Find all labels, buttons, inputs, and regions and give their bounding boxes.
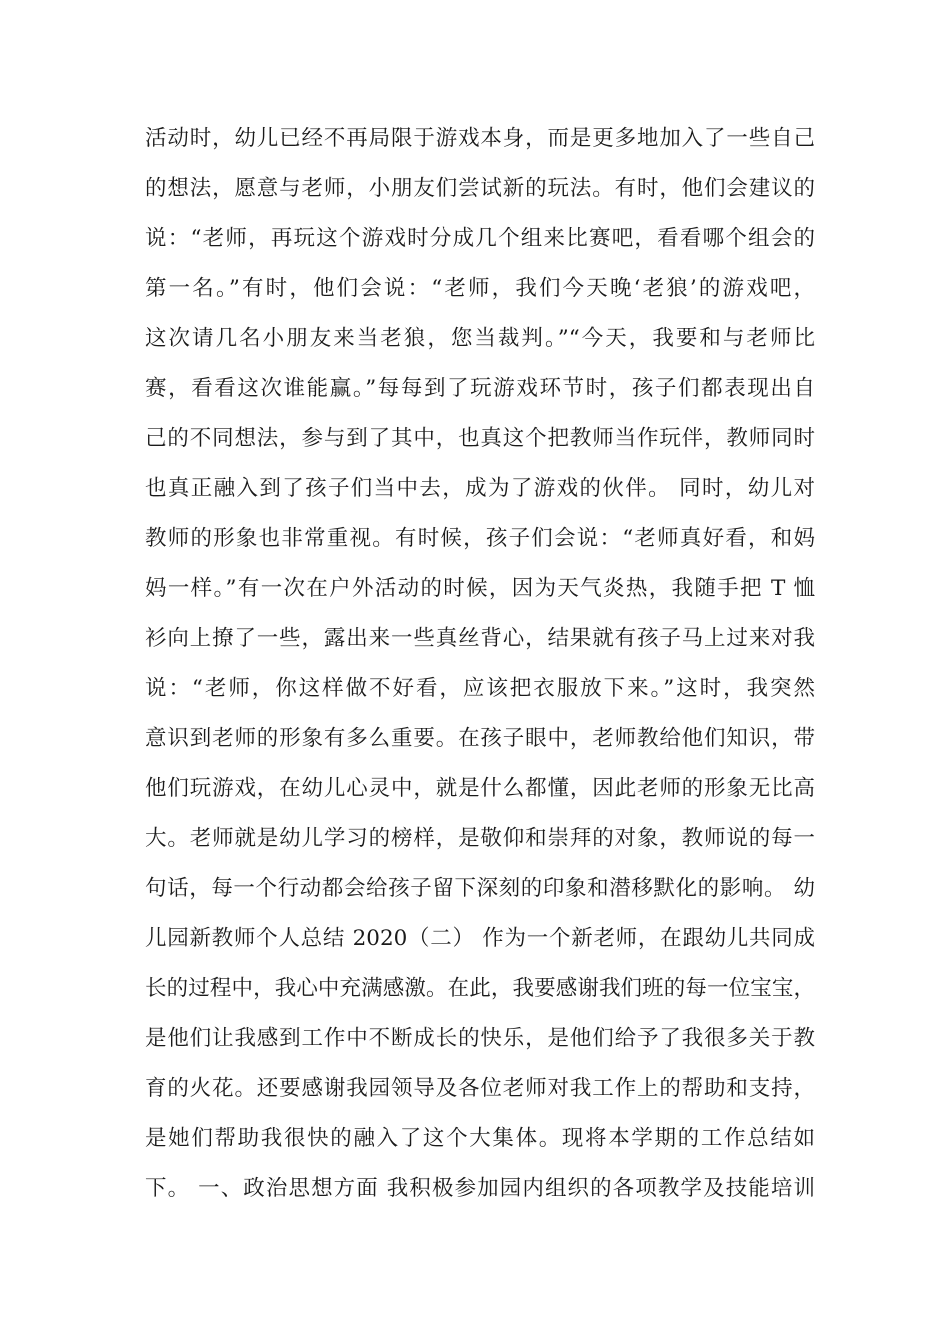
text-line: 己的不同想法，参与到了其中，也真这个把教师当作玩伴，教师同时 <box>145 426 815 451</box>
text-line: 教师的形象也非常重视。有时候，孩子们会说：“老师真好看，和妈 <box>145 526 815 551</box>
text-line: 意识到老师的形象有多么重要。在孩子眼中，老师教给他们知识，带 <box>145 726 815 751</box>
text-line: 第一名。”有时，他们会说：“老师，我们今天晚‘老狼’的游戏吧， <box>145 276 815 301</box>
text-line: 是她们帮助我很快的融入了这个大集体。现将本学期的工作总结如 <box>145 1126 815 1151</box>
text-line: 育的火花。还要感谢我园领导及各位老师对我工作上的帮助和支持， <box>145 1076 815 1101</box>
text-line: 衫向上撩了一些，露出来一些真丝背心，结果就有孩子马上过来对我 <box>145 626 815 651</box>
text-line: 妈一样。”有一次在户外活动的时候，因为天气炎热，我随手把 T 恤 <box>145 576 815 601</box>
text-line: 赛，看看这次谁能赢。”每每到了玩游戏环节时，孩子们都表现出自 <box>145 376 815 401</box>
text-line: 大。老师就是幼儿学习的榜样，是敬仰和崇拜的对象，教师说的每一 <box>145 826 815 851</box>
text-line: 这次请几名小朋友来当老狼，您当裁判。”“今天，我要和与老师比 <box>145 326 815 351</box>
text-line: 是他们让我感到工作中不断成长的快乐，是他们给予了我很多关于教 <box>145 1026 815 1051</box>
text-line: 长的过程中，我心中充满感激。在此，我要感谢我们班的每一位宝宝， <box>145 976 815 1001</box>
text-line: 儿园新教师个人总结 2020（二） 作为一个新老师，在跟幼儿共同成 <box>145 926 815 951</box>
text-line: 说：“老师，再玩这个游戏时分成几个组来比赛吧，看看哪个组会的 <box>145 226 815 251</box>
text-line: 也真正融入到了孩子们当中去，成为了游戏的伙伴。 同时，幼儿对 <box>145 476 815 501</box>
body-text <box>145 114 815 1214</box>
text-line: 活动时，幼儿已经不再局限于游戏本身，而是更多地加入了一些自己 <box>145 126 815 151</box>
text-line: 下。 一、政治思想方面 我积极参加园内组织的各项教学及技能培训 <box>145 1176 815 1201</box>
text-line: 句话，每一个行动都会给孩子留下深刻的印象和潜移默化的影响。 幼 <box>145 876 815 901</box>
text-line: 的想法，愿意与老师，小朋友们尝试新的玩法。有时，他们会建议的 <box>145 176 815 201</box>
text-line: 他们玩游戏，在幼儿心灵中，就是什么都懂，因此老师的形象无比高 <box>145 776 815 801</box>
text-line: 说：“老师，你这样做不好看，应该把衣服放下来。”这时，我突然 <box>145 676 815 701</box>
